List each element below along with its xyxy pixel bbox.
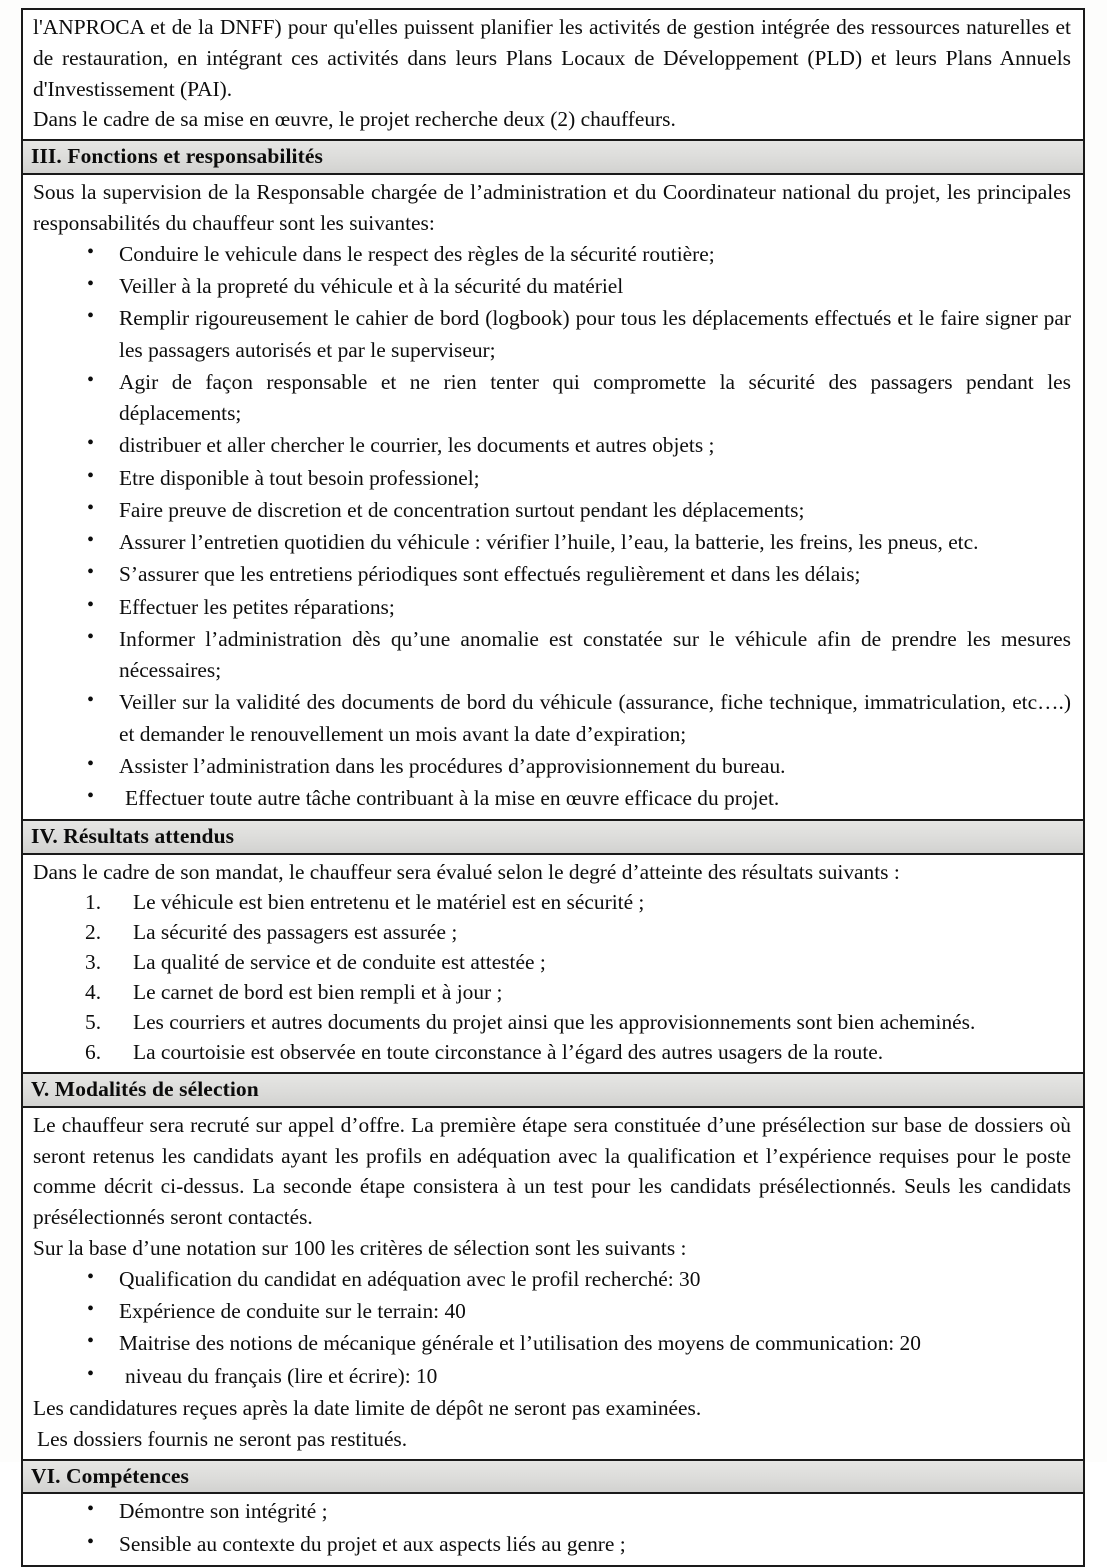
list-item: • Faire preuve de discretion et de concentration surtout pendant les déplacements; [33, 495, 1071, 526]
modalites-paragraph-1: Le chauffeur sera recruté sur appel d’offre. La première étape sera constituée d’une présélection sur base de dossiers où seront retenus les candidats ayant les profils en adéquation avec la qualification et l’expérience requises pour le poste comme décrit ci-dessus. La seconde étape consistera à un test pour les candidats présélectionnés. Seuls les candidats présélectionnés seront contactés. [33, 1112, 1071, 1230]
section-body-competences [23, 1494, 1083, 1565]
list-item: • Démontre son intégrité ; [33, 1496, 1071, 1527]
list-item: La courtoisie est observée en toute circonstance à l’égard des autres usagers de la route. [133, 1039, 884, 1064]
document-table [21, 8, 1085, 1567]
section-heading-resultats: IV. Résultats attendus [23, 821, 1083, 853]
list-item: • Conduire le vehicule dans le respect des règles de la sécurité routière; [33, 239, 1071, 270]
section-heading-row-fonctions [23, 141, 1083, 175]
list-item: • distribuer et aller chercher le courrier, les documents et autres objets ; [33, 430, 1071, 461]
section-heading-fonctions: III. Fonctions et responsabilités [23, 141, 1083, 173]
list-item: • Agir de façon responsable et ne rien tenter qui compromette la sécurité des passagers pendant les déplacements; [33, 367, 1071, 430]
section-body-row-competences [23, 1494, 1083, 1565]
list-item: • Sensible au contexte du projet et aux aspects liés au genre ; [33, 1529, 1071, 1560]
section-body-modalites [23, 1108, 1083, 1459]
list-item: • Effectuer les petites réparations; [33, 592, 1071, 623]
list-item: • Assurer l’entretien quotidien du véhicule : vérifier l’huile, l’eau, la batterie, les freins, les pneus, etc. [33, 527, 1071, 558]
list-item: • Etre disponible à tout besoin professionel; [33, 463, 1071, 494]
modalites-criteria-list [33, 1264, 1071, 1392]
modalites-closing-2: Les dossiers fournis ne seront pas restitués. [37, 1426, 408, 1451]
list-item: Le véhicule est bien entretenu et le matériel est en sécurité ; [133, 890, 645, 915]
section-body-fonctions [23, 175, 1083, 819]
list-item: • Expérience de conduite sur le terrain: 40 [33, 1296, 1071, 1327]
list-item: Les courriers et autres documents du projet ainsi que les approvisionnements sont bien acheminés. [133, 1009, 976, 1034]
resultats-numbered-list [33, 888, 1071, 1068]
intro-row [23, 10, 1083, 141]
intro-note: Dans le cadre de sa mise en œuvre, le projet recherche deux (2) chauffeurs. [33, 107, 676, 132]
list-item: La sécurité des passagers est assurée ; [133, 920, 458, 945]
list-item: • Informer l’administration dès qu’une anomalie est constatée sur le véhicule afin de prendre les mesures nécessaires; [33, 624, 1071, 687]
section-heading-row-competences [23, 1461, 1083, 1495]
list-item: • Veiller à la propreté du véhicule et à la sécurité du matériel [33, 271, 1071, 302]
list-item: • S’assurer que les entretiens périodiques sont effectués regulièrement et dans les délais; [33, 559, 1071, 590]
list-item: • Veiller sur la validité des documents de bord du véhicule (assurance, fiche technique, immatriculation, etc….) et demander le renouvellement un mois avant la date d’expiration; [33, 687, 1071, 750]
section-heading-row-resultats [23, 821, 1083, 855]
list-item: • Qualification du candidat en adéquation avec le profil recherché: 30 [33, 1264, 1071, 1295]
modalites-closing-1: Les candidatures reçues après la date limite de dépôt ne seront pas examinées. [33, 1395, 702, 1420]
section-body-row-fonctions [23, 175, 1083, 821]
list-item: • Maitrise des notions de mécanique générale et l’utilisation des moyens de communication: 20 [33, 1328, 1071, 1359]
list-item: Le carnet de bord est bien rempli et à jour ; [133, 979, 503, 1004]
section-heading-row-modalites [23, 1074, 1083, 1108]
list-item: La qualité de service et de conduite est attestée ; [133, 950, 546, 974]
section-body-row-modalites [23, 1108, 1083, 1461]
fonctions-intro: Sous la supervision de la Responsable chargée de l’administration et du Coordinateur national du projet, les principales responsabilités du chauffeur sont les suivantes: [33, 180, 1071, 235]
competences-bullet-list [33, 1496, 1071, 1560]
intro-cell [23, 10, 1083, 139]
section-body-row-resultats [23, 855, 1083, 1074]
section-heading-modalites: V. Modalités de sélection [23, 1074, 1083, 1106]
resultats-intro: Dans le cadre de son mandat, le chauffeur sera évalué selon le degré d’atteinte des résultats suivants : [33, 860, 900, 885]
list-item: • niveau du français (lire et écrire): 10 [33, 1361, 1071, 1392]
intro-paragraph: l'ANPROCA et de la DNFF) pour qu'elles puissent planifier les activités de gestion intégrée des ressources naturelles et de restauration, en intégrant ces activités dans leurs Plans Locaux de Développement (PLD) et leurs Plans Annuels d'Investissement (PAI). [33, 15, 1071, 101]
list-item: • Effectuer toute autre tâche contribuant à la mise en œuvre efficace du projet. [33, 783, 1071, 814]
list-item: • Remplir rigoureusement le cahier de bord (logbook) pour tous les déplacements effectués et le faire signer par les passagers autorisés et par le superviseur; [33, 303, 1071, 366]
list-item: • Assister l’administration dans les procédures d’approvisionnement du bureau. [33, 751, 1071, 782]
modalites-paragraph-2: Sur la base d’une notation sur 100 les critères de sélection sont les suivants : [33, 1236, 687, 1261]
fonctions-bullet-list [33, 239, 1071, 815]
section-body-resultats [23, 855, 1083, 1072]
section-heading-competences: VI. Compétences [23, 1461, 1083, 1493]
